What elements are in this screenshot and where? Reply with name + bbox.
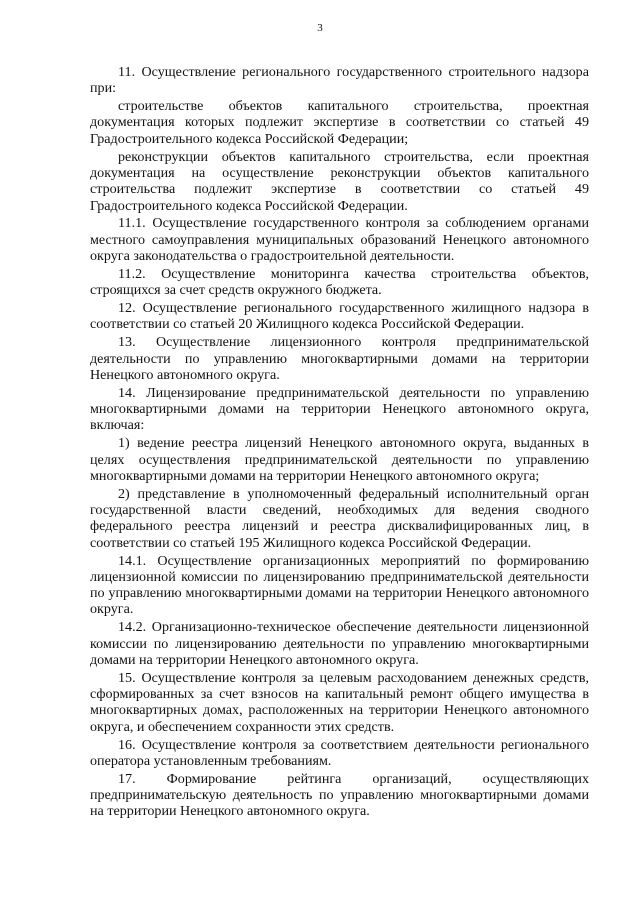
paragraph-16: 16. Осуществление контроля за соответствием деятельности регионального оператора установленным требованиям.	[90, 736, 589, 769]
paragraph-15: 15. Осуществление контроля за целевым расходованием денежных средств, сформированных за счет взносов на капитальный ремонт общего имущества в многоквартирных домах, расположенных на территории Ненецкого автономного округа, и обеспечением сохранности этих средств.	[90, 669, 589, 735]
paragraph-13: 13. Осуществление лицензионного контроля предпринимательской деятельности по управлению многоквартирными домами на территории Ненецкого автономного округа.	[90, 334, 589, 383]
paragraph-14-item-1: 1) ведение реестра лицензий Ненецкого автономного округа, выданных в целях осуществления предпринимательской деятельности по управлению многоквартирными домами на территории Ненецкого автономного округа;	[90, 435, 589, 484]
paragraph-12: 12. Осуществление регионального государственного жилищного надзора в соответствии со статьей 20 Жилищного кодекса Российской Федерации.	[90, 300, 589, 333]
paragraph-11: 11. Осуществление регионального государственного строительного надзора при:	[90, 64, 589, 97]
document-body	[90, 64, 589, 821]
paragraph-11-1: 11.1. Осуществление государственного контроля за соблюдением органами местного самоуправления муниципальных образований Ненецкого автономного округа законодательства о градостроительной деятельности.	[90, 215, 589, 265]
paragraph-11-2: 11.2. Осуществление мониторинга качества строительства объектов, строящихся за счет средств окружного бюджета.	[90, 265, 589, 299]
paragraph-14-1: 14.1. Осуществление организационных мероприятий по формированию лицензионной комиссии по лицензированию предпринимательской деятельности по управлению многоквартирными домами на территории Ненецкого автономного округа.	[90, 552, 589, 618]
paragraph-11-item-construction: строительстве объектов капитального строительства, проектная документация которых подлежит экспертизе в соответствии со статьей 49 Градостроительного кодекса Российской Федерации;	[90, 98, 589, 147]
paragraph-17: 17. Формирование рейтинга организаций, осуществляющих предпринимательскую деятельность по управлению многоквартирными домами на территории Ненецкого автономного округа.	[90, 770, 589, 820]
paragraph-14-2: 14.2. Организационно-техническое обеспечение деятельности лицензионной комиссии по лицензированию деятельности по управлению многоквартирными домами на территории Ненецкого автономного округа.	[90, 619, 589, 668]
paragraph-14-item-2: 2) представление в уполномоченный федеральный исполнительный орган государственной власти сведений, необходимых для ведения сводного федерального реестра лицензий и реестра дисквалифицированных лиц, в соответствии со статьей 195 Жилищного кодекса Российской Федерации.	[90, 485, 589, 551]
page-number: 3	[317, 22, 323, 34]
paragraph-11-item-reconstruction: реконструкции объектов капитального строительства, если проектная документация на осуществление реконструкции объектов капитального строительства подлежит экспертизе в соответствии со статьей 49 Градостроительного кодекса Российской Федерации.	[90, 148, 589, 214]
paragraph-14: 14. Лицензирование предпринимательской деятельности по управлению многоквартирными домами на территории Ненецкого автономного округа, включая:	[90, 384, 589, 434]
